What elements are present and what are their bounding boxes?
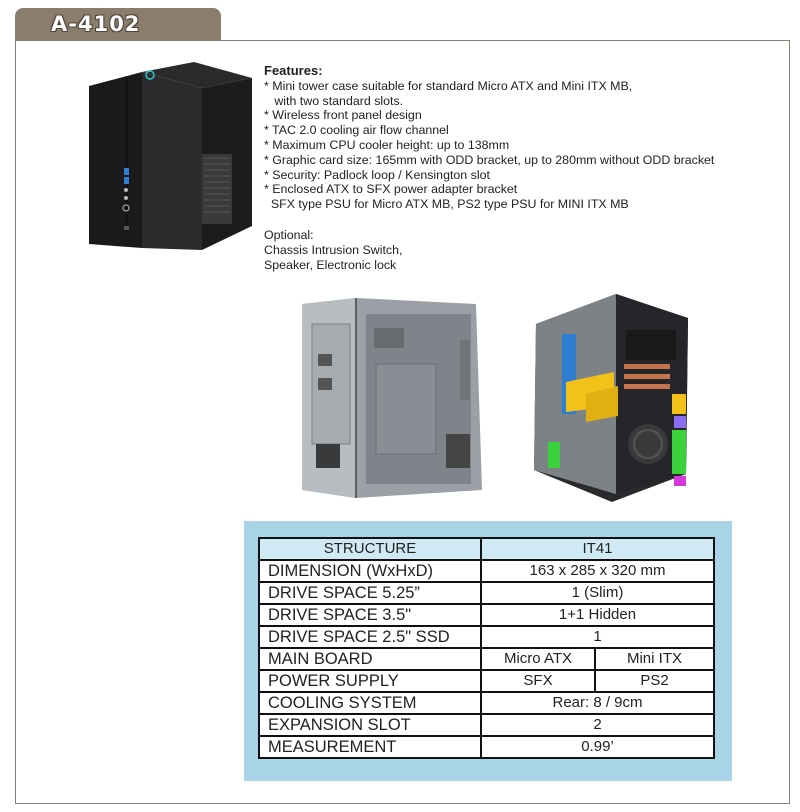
table-row xyxy=(259,604,714,626)
row-value: 1 xyxy=(481,626,714,648)
optional-line: Chassis Intrusion Switch, xyxy=(264,242,403,257)
feature-line: * Mini tower case suitable for standard Micro ATX and Mini ITX MB, xyxy=(264,78,633,93)
table-row xyxy=(259,670,714,692)
feature-line: * Wireless front panel design xyxy=(264,108,422,123)
row-label: COOLING SYSTEM xyxy=(259,692,481,714)
feature-line: SFX type PSU for Micro ATX MB, PS2 type PSU for MINI ITX MB xyxy=(264,197,629,212)
case-side-image xyxy=(296,294,494,500)
spec-table xyxy=(258,537,715,759)
row-label: DRIVE SPACE 5.25” xyxy=(259,582,481,604)
row-label: DRIVE SPACE 3.5" xyxy=(259,604,481,626)
row-value-a: SFX xyxy=(481,670,595,692)
row-value: 1 (Slim) xyxy=(481,582,714,604)
feature-line: * Security: Padlock loop / Kensington slot xyxy=(264,167,490,182)
feature-line: * Enclosed ATX to SFX power adapter bracket xyxy=(264,182,518,197)
row-value: 0.99’ xyxy=(481,736,714,758)
table-row xyxy=(259,626,714,648)
table-row xyxy=(259,538,714,560)
row-value-b: Mini ITX xyxy=(595,648,714,670)
row-value-a: Micro ATX xyxy=(481,648,595,670)
row-label: MEASUREMENT xyxy=(259,736,481,758)
optional-block xyxy=(264,228,402,272)
table-row xyxy=(259,714,714,736)
optional-line: Speaker, Electronic lock xyxy=(264,257,397,272)
structure-header: STRUCTURE xyxy=(259,538,481,560)
feature-line: * Maximum CPU cooler height: up to 138mm xyxy=(264,137,510,152)
feature-line: with two standard slots. xyxy=(264,93,404,108)
row-label: DIMENSION (WxHxD) xyxy=(259,560,481,582)
row-label: MAIN BOARD xyxy=(259,648,481,670)
table-row xyxy=(259,692,714,714)
table-row xyxy=(259,560,714,582)
case-iso-image xyxy=(526,294,694,502)
row-value: 163 x 285 x 320 mm xyxy=(481,560,714,582)
features-heading: Features: xyxy=(264,63,323,78)
row-value: Rear: 8 / 9cm xyxy=(481,692,714,714)
feature-line: * TAC 2.0 cooling air flow channel xyxy=(264,123,449,138)
row-label: POWER SUPPLY xyxy=(259,670,481,692)
row-value: 2 xyxy=(481,714,714,736)
optional-heading: Optional: xyxy=(264,228,314,242)
table-row xyxy=(259,736,714,758)
row-label: EXPANSION SLOT xyxy=(259,714,481,736)
table-row xyxy=(259,582,714,604)
case-front-image xyxy=(82,58,252,250)
row-label: DRIVE SPACE 2.5" SSD xyxy=(259,626,481,648)
table-row xyxy=(259,648,714,670)
model-title: A-4102 xyxy=(51,12,141,36)
row-value-b: PS2 xyxy=(595,670,714,692)
model-code-header: IT41 xyxy=(481,538,714,560)
features-block xyxy=(264,64,784,212)
model-tab xyxy=(15,8,221,41)
feature-line: * Graphic card size: 165mm with ODD bracket, up to 280mm without ODD bracket xyxy=(264,152,715,167)
row-value: 1+1 Hidden xyxy=(481,604,714,626)
